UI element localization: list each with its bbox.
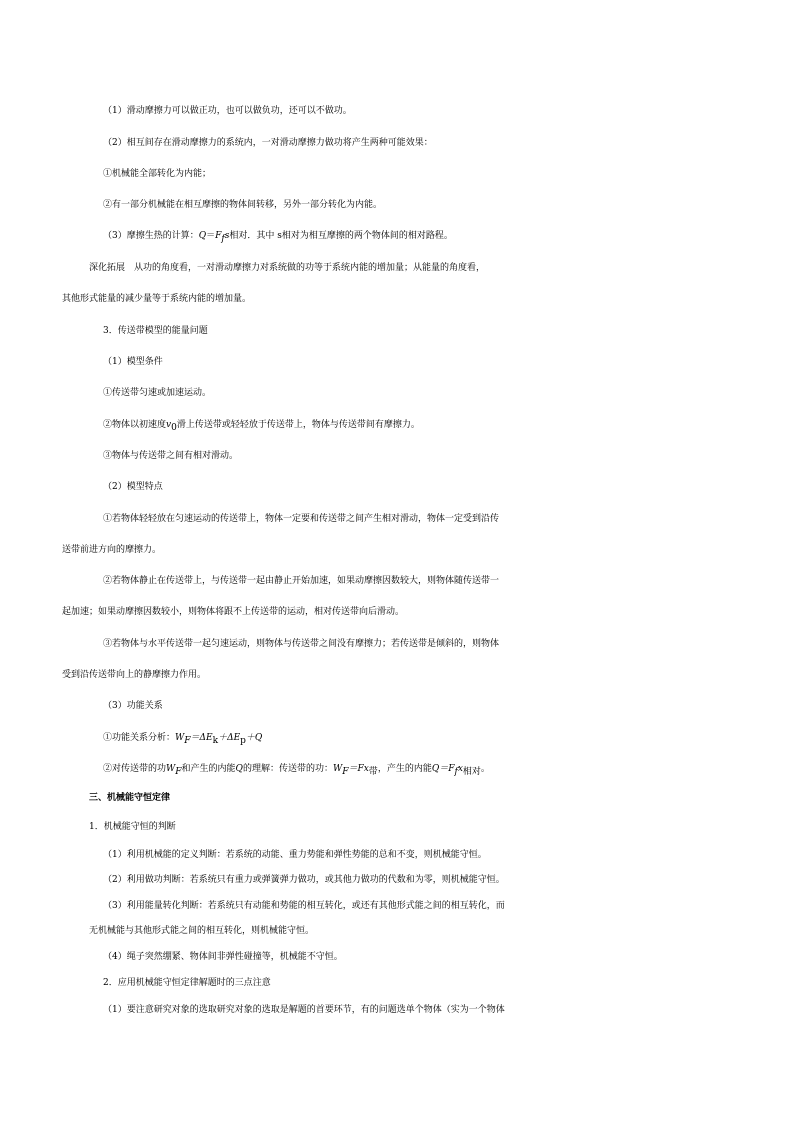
text: ③物体与传送带之间有相对滑动。	[103, 451, 239, 461]
paragraph-line	[0, 603, 794, 621]
math-symbol: ＝F	[439, 764, 455, 774]
paragraph-line	[0, 290, 794, 308]
math-symbol: Q	[235, 764, 243, 774]
math-subscript: 带	[368, 767, 378, 777]
text: （1）要注意研究对象的选取研究对象的选取是解题的首要环节，有的问题选单个物体（实为一个物体	[103, 1005, 505, 1015]
text: ②有一部分机械能在相互摩擦的物体间转移，另外一部分转化为内能。	[103, 200, 383, 210]
math-symbol: ＋ΔE	[218, 733, 241, 743]
paragraph-line	[0, 102, 794, 120]
text: （1）利用机械能的定义判断：若系统的动能、重力势能和弹性势能的总和不变，则机械能守恒。	[103, 850, 487, 860]
text: 深化拓展 从功的角度看，一对滑动摩擦力对系统做的功等于系统内能的增加量；从能量的角度看，	[89, 263, 486, 273]
text: ①若物体轻轻放在匀速运动的传送带上，物体一定要和传送带之间产生相对滑动，物体一定受到沿传	[103, 514, 500, 524]
paragraph-line	[0, 353, 794, 371]
section-heading	[0, 818, 794, 836]
text: 送带前进方向的摩擦力。	[62, 545, 162, 555]
paragraph-line	[0, 447, 794, 465]
section-heading	[0, 322, 794, 340]
text: （4）绳子突然绷紧、物体间非弹性碰撞等，机械能不守恒。	[103, 952, 343, 962]
math-symbol: F	[215, 231, 222, 241]
text: 3．传送带模型的能量问题	[103, 326, 208, 336]
math-subscript: F	[175, 767, 182, 777]
math-subscript: 0	[171, 423, 177, 433]
text: 滑上传送带或轻轻放于传送带上，物体与传送带间有摩擦力。	[176, 420, 420, 430]
math-symbol: W	[175, 733, 185, 743]
text: （3）利用能量转化判断：若系统只有动能和势能的相互转化，或还有其他形式能之间的相互转化，而	[103, 901, 505, 911]
math-subscript: F	[184, 736, 191, 746]
paragraph-line	[0, 697, 794, 715]
text: 其他形式能量的减少量等于系统内能的增加量。	[62, 294, 252, 304]
text: 1．机械能守恒的判断	[89, 822, 176, 832]
math-symbol: W	[166, 764, 176, 774]
text: 的理解：传送带的功：	[242, 764, 333, 774]
paragraph-line	[0, 871, 794, 889]
text: （1）模型条件	[103, 357, 163, 367]
paragraph-line	[0, 846, 794, 864]
math-subscript: 相对	[462, 767, 481, 777]
paragraph-line	[0, 227, 794, 248]
math-subscript: f	[221, 234, 225, 244]
text: 三、机械能守恒定律	[89, 793, 171, 803]
paragraph-line	[0, 666, 794, 684]
text: ①功能关系分析：	[103, 733, 176, 743]
paragraph-line	[0, 196, 794, 214]
text: ②对传送带的功	[103, 764, 167, 774]
paragraph-line	[0, 760, 794, 781]
paragraph-line	[0, 134, 794, 152]
text: ＝	[206, 231, 216, 241]
text: （3）功能关系	[103, 701, 163, 711]
text: ，产生的内能	[377, 764, 432, 774]
text: 。	[480, 764, 490, 774]
math-symbol: ＝Fx	[348, 764, 369, 774]
paragraph-line	[0, 897, 794, 915]
text: 起加速；如果动摩擦因数较小，则物体将跟不上传送带的运动，相对传送带向后滑动。	[62, 607, 405, 617]
text: ②物体以初速度	[103, 420, 167, 430]
math-symbol: s	[224, 231, 230, 241]
math-subscript: F	[342, 767, 349, 777]
math-symbol: Q	[431, 764, 440, 774]
math-subscript: k	[212, 736, 219, 746]
math-subscript: p	[240, 736, 246, 746]
text: ①机械能全部转化为内能；	[103, 169, 212, 179]
paragraph-line	[0, 165, 794, 183]
paragraph-line	[0, 729, 794, 750]
paragraph-line	[0, 1001, 794, 1019]
text: ③若物体与水平传送带一起匀速运动，则物体与传送带之间没有摩擦力；若传送带是倾斜的，则物体	[103, 639, 500, 649]
paragraph-line	[0, 948, 794, 966]
text: （2）模型特点	[103, 482, 163, 492]
math-symbol: Q	[198, 231, 207, 241]
text: （2）利用做功判断：若系统只有重力或弹簧弹力做功，或其他力做功的代数和为零，则机械能守恒。	[103, 875, 505, 885]
text: 无机械能与其他形式能之间的相互转化，则机械能守恒。	[89, 926, 315, 936]
text: ①传送带匀速或加速运动。	[103, 388, 212, 398]
math-symbol: v	[166, 420, 172, 430]
paragraph-line	[0, 478, 794, 496]
paragraph-line	[0, 572, 794, 590]
paragraph-line	[0, 635, 794, 653]
paragraph-line	[0, 541, 794, 559]
paragraph-line	[0, 510, 794, 528]
math-symbol: x	[457, 764, 463, 774]
section-heading	[0, 974, 794, 992]
text: 受到沿传送带向上的静摩擦力作用。	[62, 670, 207, 680]
math-subscript: f	[454, 767, 458, 777]
paragraph-line	[0, 416, 794, 437]
text: 相对．其中 s相对为相互摩擦的两个物体间的相对路程。	[229, 231, 453, 241]
text: （1）滑动摩擦力可以做正功，也可以做负功，还可以不做功。	[103, 106, 352, 116]
text: （2）相互间存在滑动摩擦力的系统内，一对滑动摩擦力做功将产生两种可能效果：	[103, 138, 433, 148]
paragraph-line	[0, 922, 794, 940]
text: （3）摩擦生热的计算：	[103, 231, 199, 241]
text: 和产生的内能	[181, 764, 236, 774]
text: ②若物体静止在传送带上，与传送带一起由静止开始加速，如果动摩擦因数较大，则物体随传送带一	[103, 576, 500, 586]
paragraph-line	[0, 259, 794, 277]
math-symbol: ＝ΔE	[190, 733, 213, 743]
chapter-heading	[0, 789, 794, 807]
math-symbol: ＋Q	[245, 733, 263, 743]
text: 2．应用机械能守恒定律解题时的三点注意	[103, 978, 271, 988]
paragraph-line	[0, 384, 794, 402]
math-symbol: W	[332, 764, 343, 774]
